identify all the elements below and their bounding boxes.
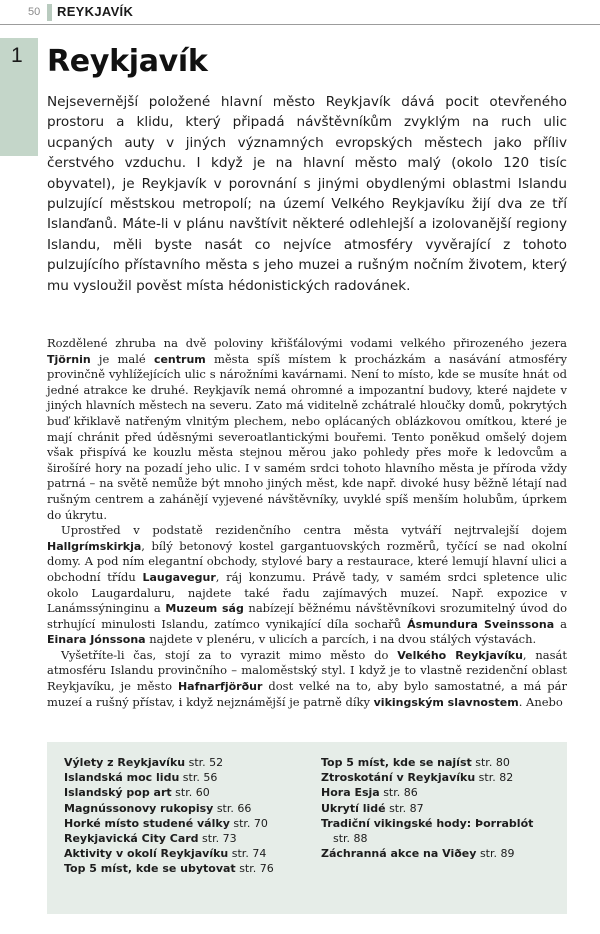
cross-reference-item: Záchranná akce na Viðey str. 89 [321, 847, 515, 861]
chapter-number: 1 [11, 44, 23, 67]
highlight-tjornin: Tjörnin [47, 352, 91, 366]
highlight-vikingske-slavnosti: vikingským slavnostem [373, 695, 519, 709]
page-title: Reykjavík [47, 44, 208, 79]
cross-reference-item: Aktivity v okolí Reykjavíku str. 74 [64, 847, 267, 861]
body-paragraph-2: Uprostřed v podstatě rezidenčního centra města vytváří nejtrvalejší dojem Hallgrímskirkja, bílý betonový kostel gargantuovských rozměrů, tyčící se nad okolní domy. A pod ním elegantní obchody, stylové bary a restaurace, které lemují hlavní ulici a obchodní třídu Laugavegur, ráj konzumu. Právě tady, v samém srdci spletence ulic okolo Laugardaluru, najdete také řadu zajímavých muzeí. Např. expozice v Lanámssýninginu a Muzeum ság nabízejí běžnému návštěvníkovi srozumitelný úvod do strhující minulosti Islandu, zatímco vynikající díla sochařů Ásmundura Sveinssona a Einara Jónssona najdete v plenéru, v ulicích a parcích, i na dvou stálých výstavách. [47, 523, 568, 647]
body-paragraph-3: Vyšetříte-li čas, stojí za to vyrazit mimo město do Velkého Reykjavíku, nasát atmosféru Islandu provinčního – maloměstský styl. I když je to vlastně rezidenční oblast Reykjavíku, je město Hafnarfjörður dost velké na to, aby bylo samostatné, a má pár muzeí a rušný přístav, i když nejznámější je patrně díky vikingským slavnostem. Anebo [47, 647, 567, 709]
running-head: REYKJAVÍK [57, 4, 134, 19]
cross-reference-item: Ukrytí lidé str. 87 [321, 801, 424, 815]
highlight-asmundur: Ásmundura Sveinssona [407, 617, 555, 631]
page-header [0, 0, 600, 25]
page-number: 50 [28, 6, 41, 18]
highlight-velky-reykjavik: Velkého Reykjavíku [397, 648, 523, 662]
highlight-hafnarfjordur: Hafnarfjörður [177, 680, 263, 694]
highlight-hallgrimskirkja: Hallgrímskirkja [47, 539, 142, 553]
cross-reference-item: Top 5 míst, kde se najíst str. 80 [321, 756, 510, 769]
cross-reference-item: Top 5 míst, kde se ubytovat str. 76 [64, 862, 274, 876]
highlight-laugavegur: Laugavegur [142, 570, 216, 584]
cross-reference-item: Islandský pop art str. 60 [64, 786, 210, 800]
highlight-centrum: centrum [153, 352, 206, 366]
cross-reference-item: Výlety z Reykjavíku str. 52 [64, 756, 224, 769]
highlight-muzeum-sag: Muzeum ság [165, 602, 244, 616]
body-text [47, 336, 567, 710]
cross-reference-item: Ztroskotání v Reykjavíku str. 82 [321, 771, 514, 785]
header-accent-bar [47, 4, 52, 21]
cross-reference-item: Tradiční vikingské hody: Þorrablót str. 88 [321, 816, 534, 846]
highlight-einar: Einara Jónssona [47, 633, 146, 647]
cross-reference-column-right [321, 755, 561, 861]
cross-reference-column-left [64, 755, 304, 877]
cross-reference-item: Magnússonovy rukopisy str. 66 [64, 801, 252, 815]
cross-reference-item: Reykjavická City Card str. 73 [64, 832, 237, 846]
cross-reference-item: Horké místo studené války str. 70 [64, 816, 268, 830]
intro-paragraph: Nejsevernější položené hlavní město Reykjavík dává pocit otevřeného prostoru a klidu, který připadá návštěvníkům zvyklým na ruch ulic ucpaných auty v jiných významných evropských městech jako příliv čerstvého vzduchu. I když je na hlavní město malý (okolo 120 tisíc obyvatel), je Reykjavík v porovnání s jinými obydlenými oblastmi Islandu pulzující městskou metropolí; na území Velkého Reykjavíku žijí dva ze tří Islanďanů. Máte-li v plánu navštívit některé odlehlejší a izolovanější regiony Islandu, měli byste nasát co nejvíce atmosféry vyvěrající z tohoto pulzujícího přístavního města s jeho muzei a rušným nočním životem, který mu vysloužil pověst místa hédonistických radovánek. [47, 94, 567, 294]
cross-reference-item: Islandská moc lidu str. 56 [64, 771, 218, 785]
cross-reference-item: Hora Esja str. 86 [321, 786, 418, 800]
body-paragraph-1: Rozdělené zhruba na dvě poloviny křišťálovými vodami velkého přirozeného jezera Tjörnin je malé centrum města spíš místem k procházkám a nasávání atmosféry provinčně vyhlížejících ulic s nárožními kavárnami. Není to místo, kde se musíte hnát od jedné atrakce ke druhé. Reykjavík nemá ohromné a impozantní budovy, které najdete v jiných hlavních městech na severu. Zato má viditelně zchátralé hloučky domů, pokrytých buď křiklavě natřeným vlnitým plechem, nebo oplácaných oblázkovou omítkou, které je mají chránit před úděsnými severoatlantickými bouřemi. Tento poněkud omšelý dojem však přispívá ke kouzlu města stejnou měrou jako pohledy přes moře k ledovcům a širošíré hory na pozadí jeho ulic. I v samém srdci tohoto hlavního města je příroda vždy patrná – na světě nemůže být mnoho jiných měst, kde např. divoké husy běžně létají nad rušným centrem a zahánějí vyjevené návštěvníky, uvyklé spíš menším holubům, úprkem do úkrytu. [47, 336, 567, 522]
cross-reference-box [47, 742, 567, 914]
